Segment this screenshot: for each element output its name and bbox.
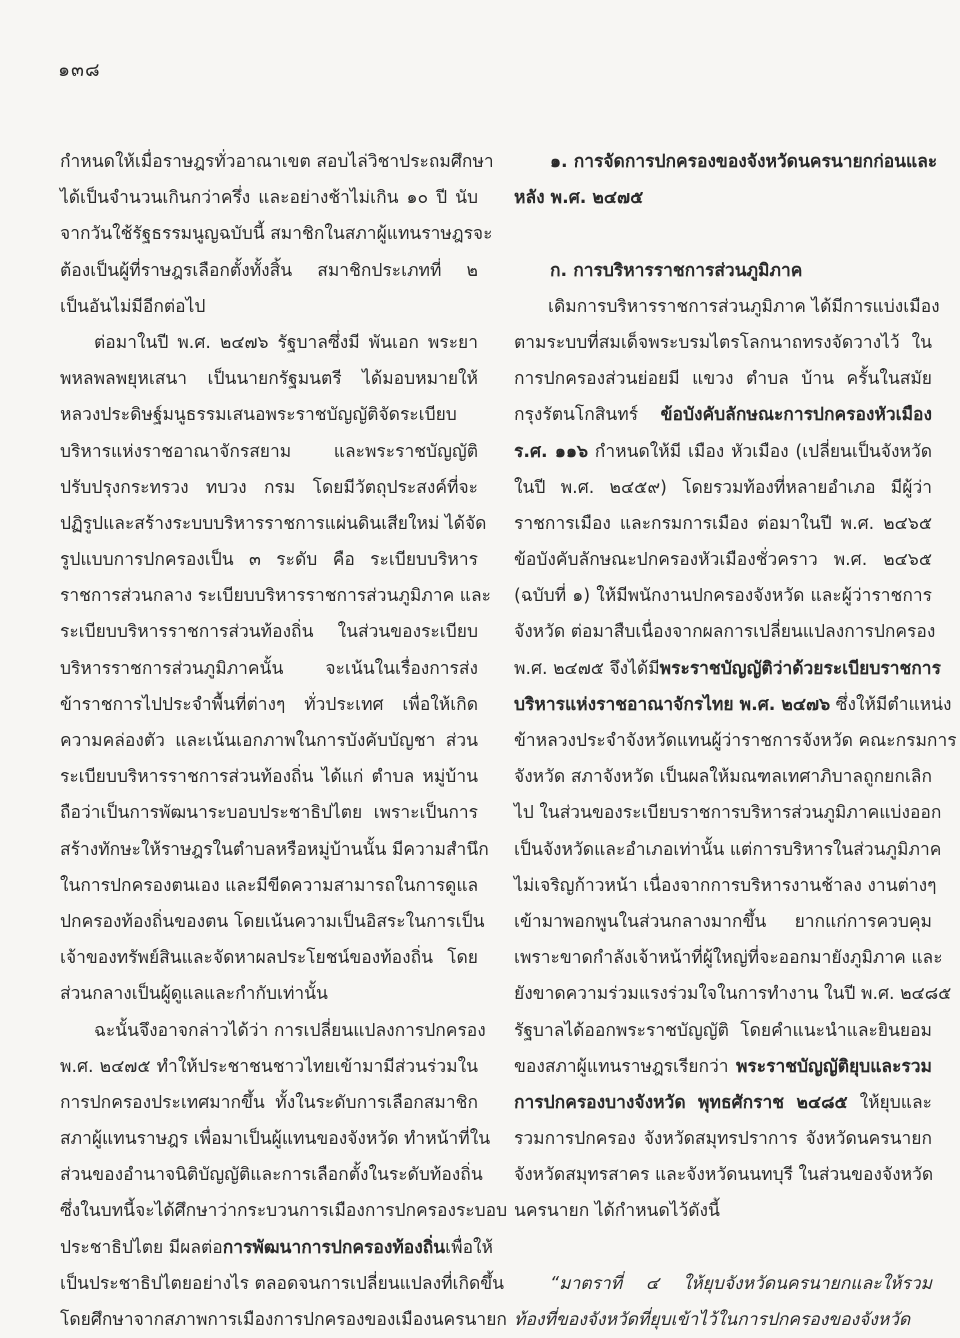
text-line: ราชการเมือง และกรมการเมือง ต่อมาในปี พ.ศ. ๒๔๖๕: [514, 513, 932, 534]
text-line: บริหารราชการส่วนภูมิภาคนั้น จะเน้นในเรื่องการส่ง: [60, 658, 478, 679]
text-segment: ให้ยุบและ: [847, 1092, 932, 1113]
text-line: สภาผู้แทนราษฎร เพื่อมาเป็นผู้แทนของจังหวัด ทำหน้าที่ใน: [60, 1129, 491, 1150]
text-line: ส่วนของอำนาจนิติบัญญัติและการเลือกตั้งในระดับท้องถิ่น: [60, 1165, 483, 1186]
text-line: ฉะนั้นจึงอาจกล่าวได้ว่า การเปลี่ยนแปลงการปกครอง: [94, 1020, 486, 1041]
text-line: ระเบียบบริหารราชการส่วนท้องถิ่น ได้แก่ ตำบล หมู่บ้าน: [60, 767, 478, 788]
text-segment: ของสภาผู้แทนราษฎรเรียกว่า: [514, 1056, 736, 1077]
text-line: [514, 397, 932, 433]
text-line: ระเบียบบริหารราชการส่วนท้องถิ่น ในส่วนของระเบียบ: [60, 622, 478, 643]
text-line: สร้างทักษะให้ราษฎรในตำบลหรือหมู่บ้านนั้น มีความสำนึก: [60, 839, 489, 860]
text-line: (ฉบับที่ ๑) ให้มีพนักงานปกครองจังหวัด และผู้ว่าราชการ: [514, 586, 932, 607]
text-line: ถือว่าเป็นการพัฒนาระบอบประชาธิปไตย เพราะเป็นการ: [60, 803, 478, 824]
text-line: เพราะขาดกำลังเจ้าหน้าที่ผู้ใหญ่ที่จะออกมายังภูมิภาค และ: [514, 948, 943, 969]
section-heading: ๑. การจัดการปกครองของจังหวัดนครนายกก่อนและ: [550, 152, 938, 172]
text-line: [514, 434, 932, 470]
blank-line: [514, 216, 932, 252]
text-line: ปรับปรุงกระทรวง ทบวง กรม โดยมีวัตถุประสงค์ที่จะ: [60, 477, 478, 498]
section-heading: ก. การบริหารราชการส่วนภูมิภาค: [550, 260, 803, 281]
text-line: ตามระบบที่สมเด็จพระบรมไตรโลกนาถทรงจัดวางไว้ ใน: [514, 332, 932, 353]
text-line: ต้องเป็นผู้ที่ราษฎรเลือกตั้งทั้งสิ้น สมาชิกประเภทที่ ๒: [60, 260, 478, 281]
text-line: เดิมการบริหารราชการส่วนภูมิภาค ได้มีการแบ่งเมือง: [548, 296, 940, 317]
text-line: ข้อบังคับลักษณะปกครองหัวเมืองชั่วคราว พ.ศ. ๒๔๖๕: [514, 550, 932, 571]
text-line: [514, 1049, 932, 1085]
text-line: จากวันใช้รัฐธรรมนูญฉบับนี้ สมาชิกในสภาผู้แทนราษฎรจะ: [60, 224, 493, 245]
text-line: การปกครองประเทศมากขึ้น ทั้งในระดับการเลือกสมาชิก: [60, 1092, 478, 1113]
text-line: รวมการปกครอง จังหวัดสมุทรปราการ จังหวัดนครนายก: [514, 1129, 932, 1150]
bold-term: ข้อบังคับลักษณะการปกครองหัวเมือง: [660, 405, 932, 426]
text-line: ไม่เจริญก้าวหน้า เนื่องจากการบริหารงานช้าลง งานต่างๆ: [514, 875, 937, 896]
text-line: หลวงประดิษฐ์มนูธรรมเสนอพระราชบัญญัติจัดระเบียบ: [60, 405, 457, 426]
text-line: ยังขาดความร่วมแรงร่วมใจในการทำงาน ในปี พ.ศ. ๒๔๘๕: [514, 984, 952, 1005]
text-segment: เพื่อให้: [445, 1237, 493, 1258]
text-line: พหลพลพยุหเสนา เป็นนายกรัฐมนตรี ได้มอบหมายให้: [60, 369, 478, 390]
text-line: ความคล่องตัว และเน้นเอกภาพในการบังคับบัญชา ส่วน: [60, 731, 478, 751]
section-heading: หลัง พ.ศ. ๒๔๗๕: [514, 188, 644, 209]
text-line: บริหารแห่งราชอาณาจักรสยาม และพระราชบัญญัติ: [60, 441, 478, 462]
text-line: ปกครองท้องถิ่นของตน โดยเน้นความเป็นอิสระในการเป็น: [60, 911, 485, 932]
text-line: ข้าหลวงประจำจังหวัดแทนผู้ว่าราชการจังหวัด คณะกรมการ: [514, 731, 957, 751]
text-line: เป็นจังหวัดและอำเภอเท่านั้น แต่การบริหารในส่วนภูมิภาค: [514, 839, 942, 860]
left-text-column: [60, 144, 508, 1338]
text-line: รูปแบบการปกครองเป็น ๓ ระดับ คือ ระเบียบบริหาร: [60, 550, 478, 571]
text-line: ได้เป็นจำนวนเกินกว่าครึ่ง และอย่างช้าไม่เกิน ๑๐ ปี นับ: [60, 188, 478, 209]
text-line: ในปี พ.ศ. ๒๔๕๙) โดยรวมท้องที่หลายอำเภอ มีผู้ว่า: [514, 477, 932, 498]
text-line: กำหนดให้เมื่อราษฎรทั่วอาณาเขต สอบไล่วิชาประถมศึกษา: [60, 152, 494, 172]
text-segment: กรุงรัตนโกสินทร์: [514, 405, 661, 426]
text-line: นครนายก ได้กำหนดไว้ดังนี้: [514, 1201, 720, 1222]
text-line: ในการปกครองตนเอง และมีขีดความสามารถในการดูแล: [60, 875, 479, 896]
bold-term: ร.ศ. ๑๑๖: [514, 441, 589, 462]
text-line: ท้องที่ของจังหวัดที่ยุบเข้าไว้ในการปกครองของจังหวัด: [514, 1310, 911, 1330]
text-line: จังหวัด ต่อมาสืบเนื่องจากผลการเปลี่ยนแปลงการปกครอง: [514, 622, 936, 643]
text-line: ปฏิรูปและสร้างระบบบริหารราชการแผ่นดินเสียใหม่ ได้จัด: [60, 513, 487, 534]
text-line: ต่อมาในปี พ.ศ. ๒๔๗๖ รัฐบาลซึ่งมี พันเอก พระยา: [94, 332, 478, 353]
text-line: โดยศึกษาจากสภาพการเมืองการปกครองของเมืองนครนายก: [60, 1310, 507, 1330]
text-segment: ซึ่งให้มีตำแหน่ง: [830, 694, 952, 715]
text-line: เจ้าของทรัพย์สินและจัดหาผลประโยชน์ของท้องถิ่น โดย: [60, 948, 478, 969]
text-line: เป็นอันไม่มีอีกต่อไป: [60, 296, 206, 317]
right-text-column: [514, 144, 957, 1338]
text-line: เข้ามาพอกพูนในส่วนกลางมากขึ้น ยากแก่การควบคุม: [514, 911, 932, 932]
text-line: ราชการส่วนกลาง ระเบียบบริหารราชการส่วนภูมิภาค และ: [60, 586, 491, 607]
text-line: “มาตราที่ ๔ ให้ยุบจังหวัดนครนายกและให้รวม: [550, 1273, 932, 1294]
text-line: จังหวัด สภาจังหวัด เป็นผลให้มณฑลเทศาภิบาลถูกยกเลิก: [514, 767, 932, 788]
text-line: [60, 1230, 493, 1266]
blank-line: [514, 1230, 932, 1266]
text-line: ไป ในส่วนของระเบียบราชการบริหารส่วนภูมิภาคแบ่งออก: [514, 803, 942, 824]
text-line: จังหวัดสมุทรสาคร และจังหวัดนนทบุรี ในส่วนของจังหวัด: [514, 1165, 934, 1186]
text-line: การปกครองส่วนย่อยมี แขวง ตำบล บ้าน ครั้นในสมัย: [514, 369, 932, 390]
text-line: ซึ่งในบทนี้จะได้ศึกษาว่ากระบวนการเมืองการปกครองระบอบ: [60, 1201, 508, 1222]
page-number: ๑๓๘: [58, 59, 101, 81]
text-line: [514, 651, 941, 687]
bold-term: พระราชบัญญัติว่าด้วยระเบียบราชการ: [659, 658, 941, 679]
text-line: รัฐบาลได้ออกพระราชบัญญัติ โดยคำแนะนำและยินยอม: [514, 1020, 932, 1041]
text-segment: ประชาธิปไตย มีผลต่อ: [60, 1237, 223, 1258]
text-line: ข้าราชการไปประจำพื้นที่ต่างๆ ทั่วประเทศ เพื่อให้เกิด: [60, 694, 478, 715]
bold-term: การปกครองบางจังหวัด พุทธศักราช ๒๔๘๕: [514, 1092, 848, 1113]
text-segment: พ.ศ. ๒๔๗๕ จึงได้มี: [514, 658, 660, 679]
text-line: พ.ศ. ๒๔๗๕ ทำให้ประชาชนชาวไทยเข้ามามีส่วนร่วมใน: [60, 1056, 478, 1077]
text-line: เป็นประชาธิปไตยอย่างไร ตลอดจนการเปลี่ยนแปลงที่เกิดขึ้น: [60, 1273, 505, 1294]
bold-term: การพัฒนาการปกครองท้องถิ่น: [222, 1237, 446, 1258]
text-line: [514, 1085, 932, 1121]
text-line: [514, 687, 952, 723]
text-segment: กำหนดให้มี เมือง หัวเมือง (เปลี่ยนเป็นจังหวัด: [588, 441, 933, 462]
bold-term: บริหารแห่งราชอาณาจักรไทย พ.ศ. ๒๔๗๖: [514, 694, 831, 715]
text-line: ส่วนกลางเป็นผู้ดูแลและกำกับเท่านั้น: [60, 984, 328, 1005]
bold-term: พระราชบัญญัติยุบและรวม: [735, 1056, 932, 1077]
